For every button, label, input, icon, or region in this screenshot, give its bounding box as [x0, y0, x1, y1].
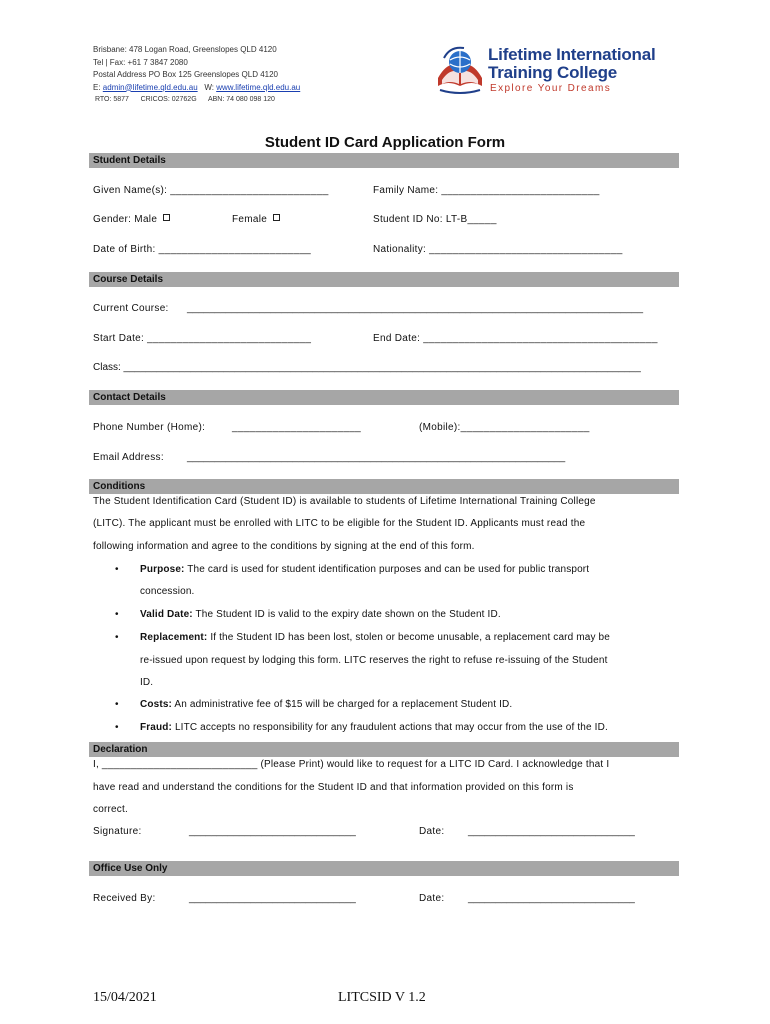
- section-header-conditions: Conditions: [89, 479, 679, 494]
- open-book-globe-icon: [430, 42, 492, 100]
- bullet: •: [115, 564, 119, 575]
- current-course-label: Current Course:: [93, 303, 169, 314]
- condition-item-purpose: Purpose: The card is used for student identification purposes and can be used for public transport: [140, 564, 590, 575]
- start-date-field[interactable]: Start Date: ____________________________: [93, 333, 312, 344]
- declaration-line[interactable]: I, ___________________________ (Please Print) would like to request for a LITC ID Card. I acknowledge that I: [93, 759, 610, 770]
- conditions-intro-line: following information and agree to the conditions by signing at the end of this form.: [93, 541, 475, 552]
- office-date-field[interactable]: ______________________________: [468, 893, 635, 904]
- footer-date: 15/04/2021: [93, 990, 157, 1005]
- conditions-intro-line: (LITC). The applicant must be enrolled with LITC to be eligible for the Student ID. Applicants must read the: [93, 518, 586, 529]
- form-title: Student ID Card Application Form: [264, 134, 506, 151]
- condition-item-purpose-cont: concession.: [140, 586, 195, 597]
- female-checkbox[interactable]: [273, 214, 280, 221]
- current-course-field[interactable]: __________________________________________________________________________________: [187, 303, 644, 314]
- date-of-birth-field[interactable]: Date of Birth: __________________________: [93, 244, 312, 255]
- logo-tagline: Explore Your Dreams: [490, 83, 612, 94]
- nationality-field[interactable]: Nationality: _________________________________: [373, 244, 623, 255]
- logo-text: Lifetime International Training College: [488, 45, 656, 82]
- condition-item-replacement: Replacement: If the Student ID has been lost, stolen or become unusable, a replacement card may be: [140, 632, 610, 643]
- mobile-field[interactable]: (Mobile):______________________: [419, 422, 590, 433]
- condition-item-replacement-cont: ID.: [140, 677, 154, 688]
- received-by-field[interactable]: ______________________________: [189, 893, 356, 904]
- phone-fax-line: Tel | Fax: +61 7 3847 2080: [93, 57, 188, 67]
- condition-item-fraud: Fraud: LITC accepts no responsibility for any fraudulent actions that may occur from the use of the ID.: [140, 722, 608, 733]
- contact-links-line: E: admin@lifetime.qld.edu.au W: www.lifetime.qld.edu.au: [93, 82, 301, 92]
- student-id-field[interactable]: Student ID No: LT-B_____: [373, 214, 497, 225]
- registration-line: RTO: 5877 CRICOS: 02762G ABN: 74 080 098 120: [94, 96, 275, 103]
- email-address-label: Email Address:: [93, 452, 164, 463]
- end-date-field[interactable]: End Date: ________________________________________: [373, 333, 658, 344]
- footer-version: LITCSID V 1.2: [338, 990, 426, 1005]
- email-address-field[interactable]: ____________________________________________________________________: [187, 452, 566, 463]
- signature-field[interactable]: ______________________________: [189, 826, 356, 837]
- gender-male-option[interactable]: Gender: Male: [93, 214, 170, 225]
- conditions-intro-line: The Student Identification Card (Student ID) is available to students of Lifetime International Training College: [93, 496, 596, 507]
- bullet: •: [115, 699, 119, 710]
- signature-label: Signature:: [93, 826, 142, 837]
- condition-item-valid-date: Valid Date: The Student ID is valid to the expiry date shown on the Student ID.: [140, 609, 501, 620]
- phone-home-field[interactable]: ______________________: [232, 422, 361, 433]
- declaration-date-field[interactable]: ______________________________: [468, 826, 635, 837]
- bullet: •: [115, 632, 119, 643]
- section-header-declaration: Declaration: [89, 742, 679, 757]
- address-line: Brisbane: 478 Logan Road, Greenslopes QLD 4120: [93, 45, 277, 54]
- received-by-label: Received By:: [93, 893, 156, 904]
- office-date-label: Date:: [419, 893, 445, 904]
- given-names-field[interactable]: Given Name(s): ___________________________: [93, 185, 329, 196]
- email-link[interactable]: admin@lifetime.qld.edu.au: [102, 82, 198, 92]
- bullet: •: [115, 722, 119, 733]
- declaration-date-label: Date:: [419, 826, 445, 837]
- bullet: •: [115, 609, 119, 620]
- section-header-office-use: Office Use Only: [89, 861, 679, 876]
- condition-item-replacement-cont: re-issued upon request by lodging this form. LITC reserves the right to refuse re-issuing of the Student: [140, 655, 608, 666]
- section-header-student-details: Student Details: [89, 153, 679, 168]
- gender-female-option[interactable]: Female: [232, 214, 280, 225]
- postal-address-line: Postal Address PO Box 125 Greenslopes QLD 4120: [93, 70, 278, 79]
- section-header-course-details: Course Details: [89, 272, 679, 287]
- male-checkbox[interactable]: [163, 214, 170, 221]
- college-logo: [430, 42, 700, 102]
- class-field[interactable]: Class: _____________________________________________________________________________________________: [93, 362, 641, 373]
- declaration-line: have read and understand the conditions for the Student ID and that information provided on this form is: [93, 782, 574, 793]
- phone-home-label: Phone Number (Home):: [93, 422, 206, 433]
- website-link[interactable]: www.lifetime.qld.edu.au: [216, 82, 301, 92]
- family-name-field[interactable]: Family Name: ___________________________: [373, 185, 600, 196]
- declaration-line: correct.: [93, 804, 128, 815]
- condition-item-costs: Costs: An administrative fee of $15 will be charged for a replacement Student ID.: [140, 699, 513, 710]
- section-header-contact-details: Contact Details: [89, 390, 679, 405]
- college-address-block: [93, 44, 300, 107]
